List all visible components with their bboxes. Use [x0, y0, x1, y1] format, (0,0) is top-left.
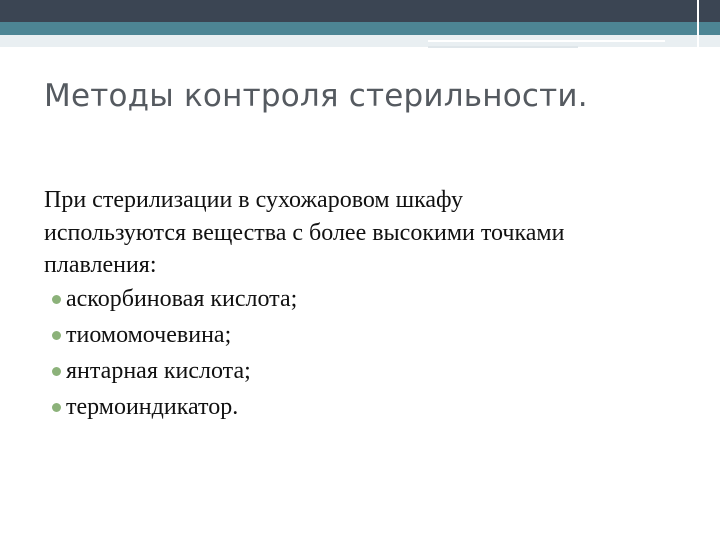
intro-line: используются вещества с более высокими точками	[44, 219, 565, 246]
header-divider	[697, 0, 699, 48]
list-item-text: янтарная кислота;	[66, 358, 251, 385]
slide-title: Методы контроля стерильности.	[44, 78, 588, 114]
intro-line: При стерилизации в сухожаровом шкафу	[44, 187, 463, 213]
header-band-teal	[0, 22, 720, 35]
bullet-dot-icon	[52, 331, 61, 340]
header-stripe	[428, 40, 665, 42]
slide-body	[44, 184, 684, 426]
list-item	[44, 390, 684, 426]
bullet-list	[44, 282, 684, 426]
intro-line: плавления:	[44, 252, 157, 278]
list-item	[44, 282, 684, 318]
bullet-dot-icon	[52, 403, 61, 412]
list-item-text: термоиндикатор.	[66, 394, 239, 421]
header-stripe	[428, 46, 578, 48]
list-item-text: тиомомочевина;	[66, 322, 232, 349]
list-item	[44, 318, 684, 354]
header-band-dark	[0, 0, 720, 22]
list-item-text: аскорбиновая кислота;	[66, 286, 298, 313]
list-item	[44, 354, 684, 390]
bullet-dot-icon	[52, 295, 61, 304]
bullet-dot-icon	[52, 367, 61, 376]
